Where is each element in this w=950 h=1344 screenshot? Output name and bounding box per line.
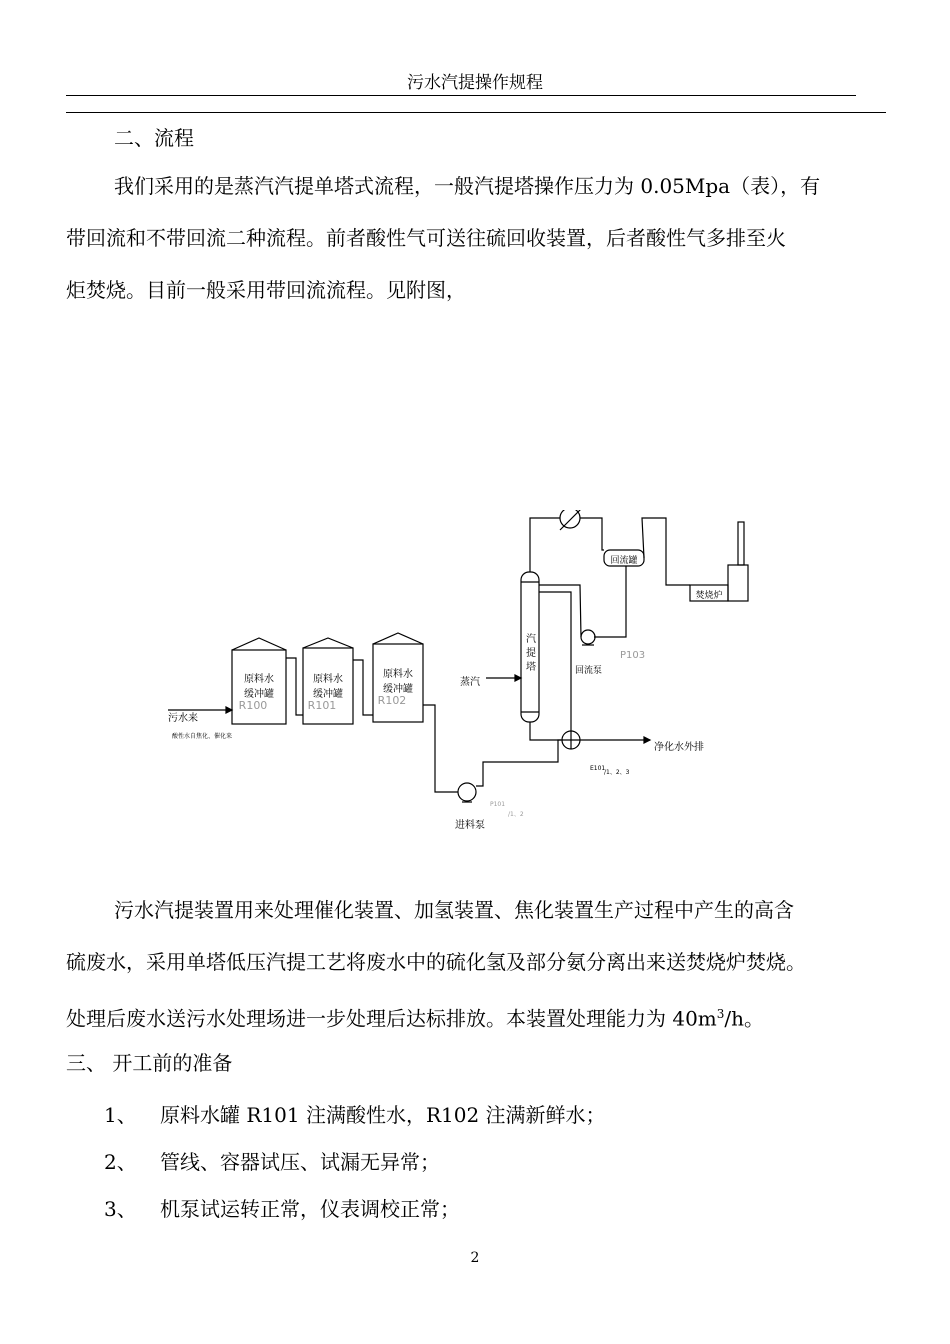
list-item-2-number: 2、 (104, 1150, 137, 1174)
page-number: 2 (470, 1250, 480, 1266)
tank-r100-label-2: 缓冲罐 (244, 689, 274, 700)
feed-pump-label: 进料泵 (455, 820, 485, 831)
paragraph-2-line-3 (66, 1000, 764, 1033)
list-item-2-text: 管线、容器试压、试漏无异常； (160, 1150, 440, 1174)
list-item-1-number: 1、 (104, 1103, 137, 1127)
tank-r101-id: R101 (307, 699, 337, 712)
inlet-sub-label: 酸性水自焦化、催化来 (172, 733, 233, 740)
outlet-label: 净化水外排 (654, 742, 704, 753)
paragraph-1-line-2: 带回流和不带回流二种流程。前者酸性气可送往硫回收装置，后者酸性气多排至火 (66, 226, 786, 250)
paragraph-1-line-3: 炬焚烧。目前一般采用带回流流程。见附图， (66, 278, 466, 302)
list-item-3-number: 3、 (104, 1197, 137, 1221)
tank-r100-id: R100 (238, 699, 268, 712)
heat-exchanger-e101 (562, 731, 630, 776)
tower-label-2: 提 (526, 648, 536, 659)
feed-pump-id: P101 (490, 801, 506, 808)
list-item-3-text: 机泵试运转正常，仪表调校正常； (160, 1197, 460, 1221)
exchanger-id: E101 (590, 765, 606, 772)
paragraph-2-line-2: 硫废水，采用单塔低压汽提工艺将废水中的硫化氢及部分氨分离出来送焚烧炉焚烧。 (66, 950, 806, 974)
tank-r102-id: R102 (377, 694, 407, 707)
tower-label-1: 汽 (526, 634, 536, 645)
overhead-cooler (560, 510, 582, 530)
paragraph-2-line-3-unit: /h。 (724, 1006, 765, 1031)
reflux-pump-id: P103 (620, 650, 646, 661)
process-flow-diagram (150, 510, 770, 850)
section-2-heading: 二、流程 (114, 126, 194, 150)
paragraph-2-line-1: 污水汽提装置用来处理催化装置、加氢装置、焦化装置生产过程中产生的高含 (114, 898, 794, 922)
tank-r101-label-2: 缓冲罐 (313, 689, 343, 700)
tower-label-3: 塔 (526, 662, 536, 673)
reflux-pump-label: 回流泵 (575, 666, 603, 676)
tank-r100-label-1: 原料水 (244, 674, 274, 685)
section-3-heading: 三、 开工前的准备 (66, 1051, 233, 1075)
page-header: 污水汽提操作规程 (407, 73, 543, 93)
tank-r101 (303, 638, 353, 724)
incinerator-label: 焚烧炉 (695, 591, 723, 601)
stripping-tower (521, 572, 539, 722)
header-rule-bottom (66, 112, 886, 113)
paragraph-2-line-3-text: 处理后废水送污水处理场进一步处理后达标排放。本装置处理能力为 40m (66, 1006, 717, 1031)
reflux-drum (604, 550, 644, 566)
superscript-3: 3 (716, 1007, 725, 1021)
exchanger-sub: /1、2、3 (604, 769, 630, 776)
inlet-label: 污水来 (168, 713, 198, 724)
reflux-drum-label: 回流罐 (610, 556, 638, 566)
tank-r102-label-1: 原料水 (383, 669, 413, 680)
feed-pump-sub: /1、2 (508, 811, 524, 818)
feed-pump (455, 783, 524, 831)
tank-r101-label-1: 原料水 (313, 674, 343, 685)
paragraph-1-line-1: 我们采用的是蒸汽汽提单塔式流程，一般汽提塔操作压力为 0.05Mpa（表），有 (114, 174, 821, 198)
tank-r102 (373, 633, 423, 722)
steam-label: 蒸汽 (460, 677, 480, 688)
header-rule-top (66, 95, 856, 96)
tank-r100 (232, 638, 286, 724)
list-item-1-text: 原料水罐 R101 注满酸性水，R102 注满新鲜水； (160, 1103, 606, 1127)
tank-r102-label-2: 缓冲罐 (383, 684, 413, 695)
incinerator (690, 522, 748, 601)
